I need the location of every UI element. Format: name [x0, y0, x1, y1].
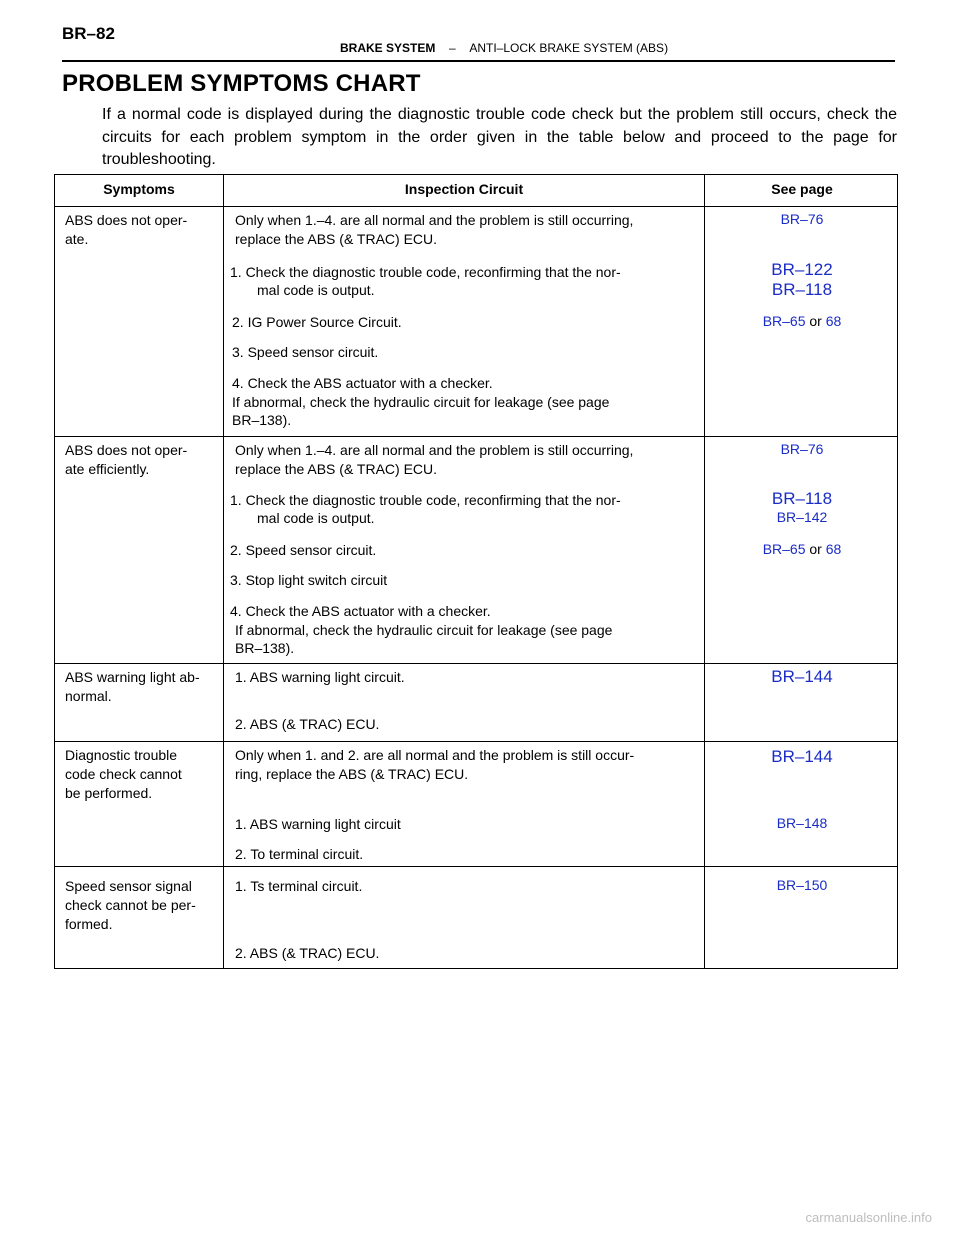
page-link[interactable]: BR–65: [762, 313, 806, 329]
circuit-line: 2. ABS (& TRAC) ECU.: [235, 945, 380, 961]
circuit-line: 1. Ts terminal circuit.: [235, 878, 363, 894]
table-header-rule: [55, 206, 897, 207]
page-link[interactable]: BR–65: [762, 541, 806, 557]
page-link[interactable]: BR–76: [780, 441, 824, 457]
header-see-page: See page: [771, 181, 833, 197]
page-title: PROBLEM SYMPTOMS CHART: [62, 70, 421, 97]
symptom-text: Diagnostic trouble code check cannot be performed.: [65, 747, 182, 801]
row-divider: [55, 741, 897, 742]
symptom-cell: [65, 877, 196, 934]
circuit-line: If abnormal, check the hydraulic circuit for leakage (see page: [235, 622, 613, 638]
circuit-line: If abnormal, check the hydraulic circuit for leakage (see page: [232, 394, 610, 410]
row-divider: [55, 663, 897, 664]
column-divider: [223, 175, 224, 968]
row-divider: [55, 436, 897, 437]
circuit-line: replace the ABS (& TRAC) ECU.: [235, 231, 438, 247]
page-link[interactable]: BR–118: [771, 280, 833, 299]
circuit-line: ring, replace the ABS (& TRAC) ECU.: [235, 766, 469, 782]
circuit-line: mal code is output.: [257, 510, 375, 526]
page-link[interactable]: BR–142: [776, 509, 828, 525]
header-symptoms: Symptoms: [103, 181, 175, 197]
symptom-cell: [65, 668, 200, 706]
symptom-text: ABS does not oper- ate.: [65, 212, 188, 247]
circuit-line: 3. Speed sensor circuit.: [232, 344, 379, 360]
circuit-line: BR–138).: [235, 640, 295, 656]
page-link[interactable]: 68: [825, 313, 842, 329]
circuit-line: 2. IG Power Source Circuit.: [232, 314, 402, 330]
watermark: carmanualsonline.info: [805, 1210, 932, 1225]
circuit-line: 1. Check the diagnostic trouble code, reconfirming that the nor-: [230, 492, 621, 508]
symptom-cell: [65, 211, 187, 249]
circuit-line: BR–138).: [232, 412, 292, 428]
circuit-line: 2. To terminal circuit.: [235, 846, 364, 862]
page-link[interactable]: 68: [825, 541, 842, 557]
circuit-line: 4. Check the ABS actuator with a checker.: [232, 375, 493, 391]
symptom-cell: [65, 441, 187, 479]
circuit-line: replace the ABS (& TRAC) ECU.: [235, 461, 438, 477]
circuit-line: 1. ABS warning light circuit.: [235, 669, 405, 685]
page-link[interactable]: BR–150: [776, 877, 828, 893]
page-reference: [705, 313, 899, 329]
circuit-line: 1. ABS warning light circuit: [235, 816, 401, 832]
symptom-text: Speed sensor signal check cannot be per- formed.: [65, 878, 196, 932]
circuit-line: mal code is output.: [257, 282, 375, 298]
page-link[interactable]: BR–118: [771, 489, 833, 508]
page-link[interactable]: BR–122: [771, 260, 833, 279]
circuit-line: Only when 1. and 2. are all normal and the problem is still occur-: [235, 747, 635, 763]
circuit-line: Only when 1.–4. are all normal and the problem is still occurring,: [235, 442, 634, 458]
header-separator: –: [449, 41, 456, 55]
page-reference: [705, 541, 899, 557]
page-link[interactable]: BR–144: [771, 667, 833, 686]
intro-paragraph: If a normal code is displayed during the diagnostic trouble code check but the problem still occurs, check the circuits for each problem symptom in the order given in the table below and proceed to the page for troubleshooting.: [102, 106, 897, 168]
circuit-line: 2. Speed sensor circuit.: [230, 542, 377, 558]
circuit-line: 1. Check the diagnostic trouble code, reconfirming that the nor-: [230, 264, 621, 280]
circuit-line: 4. Check the ABS actuator with a checker.: [230, 603, 491, 619]
header-section: BRAKE SYSTEM: [340, 41, 436, 55]
symptom-cell: [65, 746, 182, 803]
circuit-line: 2. ABS (& TRAC) ECU.: [235, 716, 380, 732]
symptom-text: ABS does not oper- ate efficiently.: [65, 442, 188, 477]
or-word: or: [809, 313, 822, 329]
page-number: BR–82: [62, 24, 115, 43]
header-inspection-circuit: Inspection Circuit: [404, 181, 524, 197]
page-link[interactable]: BR–144: [771, 747, 833, 766]
header-rule: [62, 60, 895, 62]
circuit-line: 3. Stop light switch circuit: [230, 572, 388, 588]
row-divider: [55, 866, 897, 867]
circuit-line: Only when 1.–4. are all normal and the problem is still occurring,: [235, 212, 634, 228]
or-word: or: [809, 541, 822, 557]
page-link[interactable]: BR–76: [780, 211, 824, 227]
symptom-text: ABS warning light ab- normal.: [65, 669, 200, 704]
page-link[interactable]: BR–148: [776, 815, 828, 831]
header-subsection: ANTI–LOCK BRAKE SYSTEM (ABS): [469, 41, 669, 55]
running-header: [340, 41, 668, 55]
symptoms-table: [54, 174, 898, 969]
